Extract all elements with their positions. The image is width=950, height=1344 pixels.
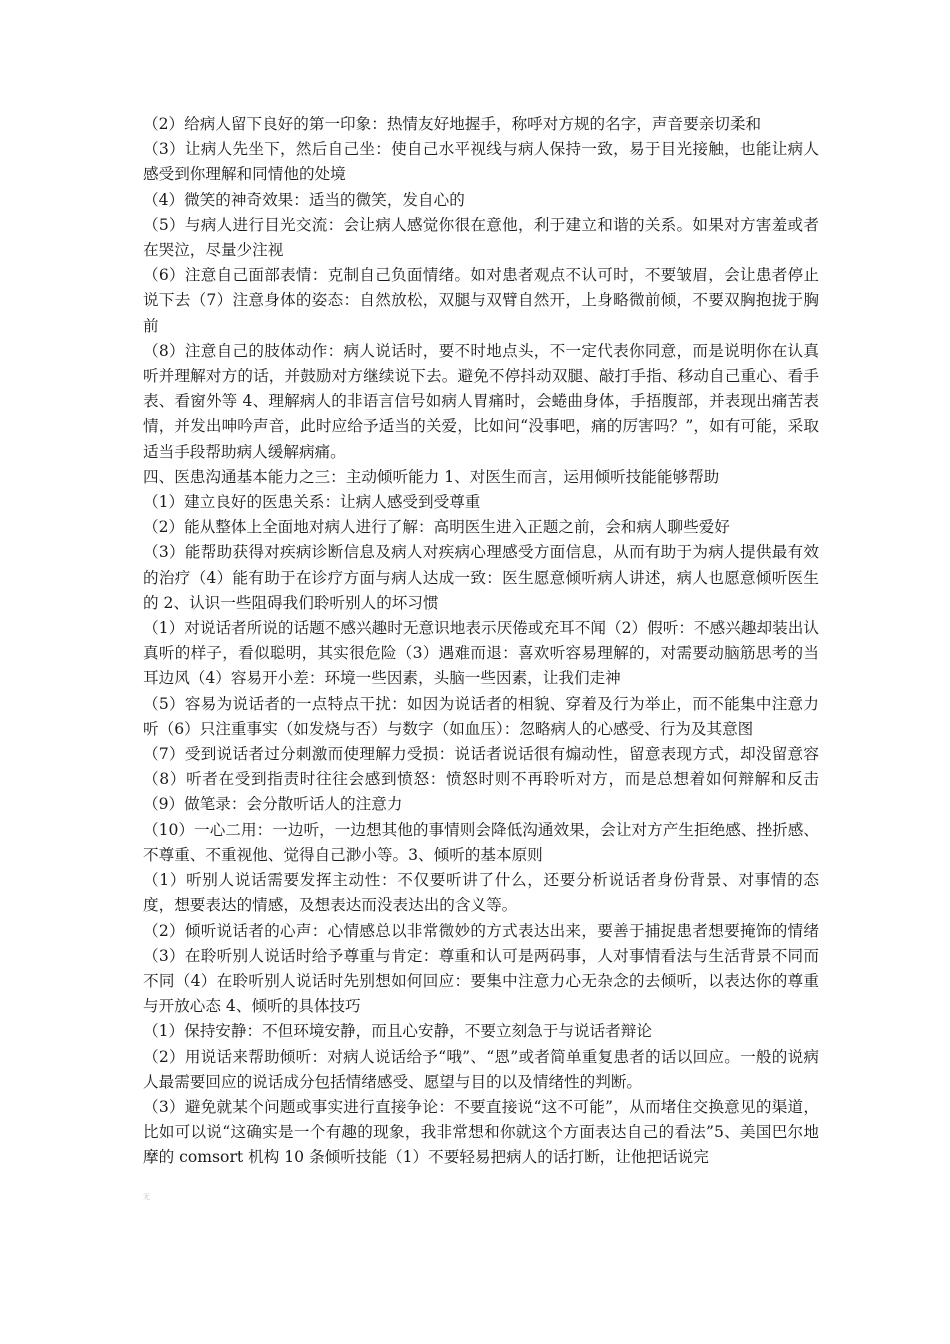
paragraph: （6）注意自己面部表情：克制自己负面情绪。如对患者观点不认可时，不要皱眉，会让患者停止说下去（7）注意身体的姿态：自然放松，双腿与双臂自然开，上身略微前倾，不要双胸抱拢于胸前 [143,266,819,335]
document-body [143,112,819,1171]
paragraph: （10）一心二用：一边听，一边想其他的事情则会降低沟通效果，会让对方产生拒绝感、挫折感、不尊重、不重视他、觉得自己渺小等。3、倾听的基本原则 [143,820,819,864]
footer-mark: 无 [143,1193,150,1201]
paragraph: （8）注意自己的肢体动作：病人说话时，要不时地点头，不一定代表你同意，而是说明你在认真听并理解对方的话，并鼓励对方继续说下去。避免不停抖动双腿、敲打手指、移动自己重心、看手表、看窗外等 4、理解病人的非语言信号如病人胃痛时，会蜷曲身体，手捂腹部，并表现出痛苦表情，并发出呻吟声音，此时应给予适当的关爱，比如问“没事吧，痛的厉害吗？”，如有可能，采取适当手段帮助病人缓解病痛。 [143,341,819,461]
paragraph: （2）能从整体上全面地对病人进行了解：高明医生进入正题之前，会和病人聊些爱好 [143,518,730,537]
paragraph: （2）给病人留下良好的第一印象：热情友好地握手，称呼对方规的名字，声音要亲切柔和 [143,115,762,133]
section-heading: 四、医患沟通基本能力之三：主动倾听能力 1、对医生而言，运用倾听技能能够帮助 [143,467,720,486]
paragraph: （1）对说话者所说的话题不感兴趣时无意识地表示厌倦或充耳不闻（2）假听：不感兴趣却装出认真听的样子，看似聪明，其实很危险（3）遇难而退：喜欢听容易理解的，对需要动脑筋思考的当耳边风（4）容易开小差：环境一些因素，头脑一些因素，让我们走神 [143,619,819,688]
paragraph: （5）与病人进行目光交流：会让病人感觉你很在意他，利于建立和谐的关系。如果对方害羞或者在哭泣，尽量少注视 [143,215,819,260]
paragraph: （4）微笑的神奇效果：适当的微笑，发自心的 [143,190,465,209]
paragraph: （5）容易为说话者的一点特点干扰：如因为说话者的相貌、穿着及行为举止，而不能集中注意力听（6）只注重事实（如发烧与否）与数字（如血压）：忽略病人的心感受、行为及其意图 [143,694,819,738]
paragraph: （7）受到说话者过分刺激而使理解力受损：说话者说话很有煽动性，留意表现方式，却没留意容（8）听者在受到指责时往往会感到愤怒：愤怒时则不再聆听对方，而是总想着如何辩解和反击（9）做笔录：会分散听话人的注意力 [143,745,819,814]
paragraph: （3）避免就某个问题或事实进行直接争论：不要直接说“这不可能”，从而堵住交换意见的渠道，比如可以说“这确实是一个有趣的现象，我非常想和你就这个方面表达自己的看法”5、美国巴尔地摩的 comsort 机构 10 条倾听技能（1）不要轻易把病人的话打断，让他把话说完 [143,1097,819,1167]
paragraph: （1）听别人说话需要发挥主动性：不仅要听讲了什么，还要分析说话者身份背景、对事情的态度，想要表达的情感，及想表达而没表达出的含义等。 [143,871,819,915]
paragraph: （1）保持安静：不但环境安静，而且心安静，不要立刻急于与说话者辩论 [143,1022,652,1041]
paragraph: （2）倾听说话者的心声：心情感总以非常微妙的方式表达出来，要善于捕捉患者想要掩饰的情绪（3）在聆听别人说话时给予尊重与肯定：尊重和认可是两码事，人对事情看法与生活背景不同而不同（4）在聆听别人说话时先别想如何回应：要集中注意力心无杂念的去倾听，以表达你的尊重与开放心态 4、倾听的具体技巧 [143,921,819,1016]
paragraph: （2）用说话来帮助倾听：对病人说话给予“哦”、“恩”或者简单重复患者的话以回应。一般的说病人最需要回应的说话成分包括情绪感受、愿望与目的以及情绪性的判断。 [143,1047,819,1091]
paragraph: （3）让病人先坐下，然后自己坐：使自己水平视线与病人保持一致，易于目光接触，也能让病人感受到你理解和同情他的处境 [143,140,819,184]
paragraph: （3）能帮助获得对疾病诊断信息及病人对疾病心理感受方面信息，从而有助于为病人提供最有效的治疗（4）能有助于在诊疗方面与病人达成一致：医生愿意倾听病人讲述，病人也愿意倾听医生的 2、认识一些阻碍我们聆听别人的坏习惯 [143,543,819,612]
paragraph: （1）建立良好的医患关系：让病人感受到受尊重 [143,493,481,512]
